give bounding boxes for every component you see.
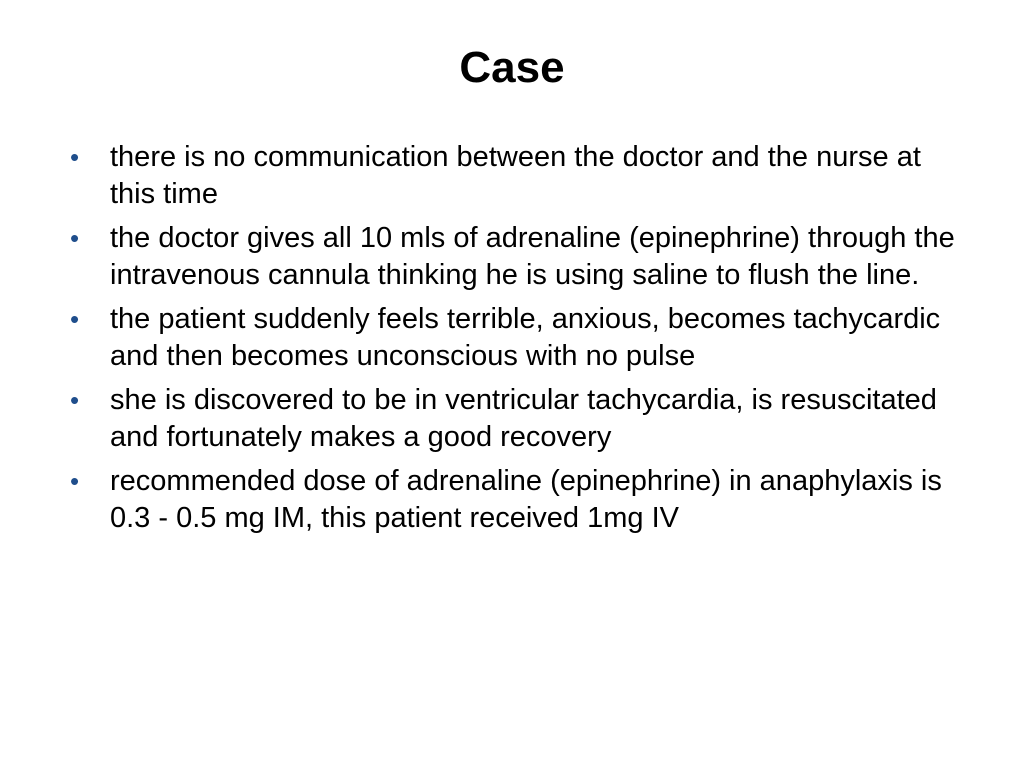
bullet-dot-icon: • xyxy=(70,142,80,172)
bullet-item xyxy=(70,382,970,456)
bullet-dot-icon: • xyxy=(70,385,80,415)
bullet-item xyxy=(70,220,970,294)
bullet-item xyxy=(70,463,970,537)
bullet-text: the doctor gives all 10 mls of adrenaline (epinephrine) through the intravenous cannula thinking he is using saline to flush the line. xyxy=(110,222,955,291)
slide-title: Case xyxy=(459,43,565,92)
bullet-text: the patient suddenly feels terrible, anxious, becomes tachycardic and then becomes unconscious with no pulse xyxy=(110,303,941,372)
bullet-list xyxy=(70,139,970,544)
bullet-dot-icon: • xyxy=(70,223,80,253)
bullet-text: there is no communication between the doctor and the nurse at this time xyxy=(110,141,921,210)
bullet-dot-icon: • xyxy=(70,466,80,496)
bullet-text: she is discovered to be in ventricular tachycardia, is resuscitated and fortunately makes a good recovery xyxy=(110,384,937,453)
bullet-item xyxy=(70,301,970,375)
bullet-item xyxy=(70,139,970,213)
bullet-dot-icon: • xyxy=(70,304,80,334)
bullet-text: recommended dose of adrenaline (epinephrine) in anaphylaxis is 0.3 - 0.5 mg IM, this patient received 1mg IV xyxy=(110,465,942,534)
